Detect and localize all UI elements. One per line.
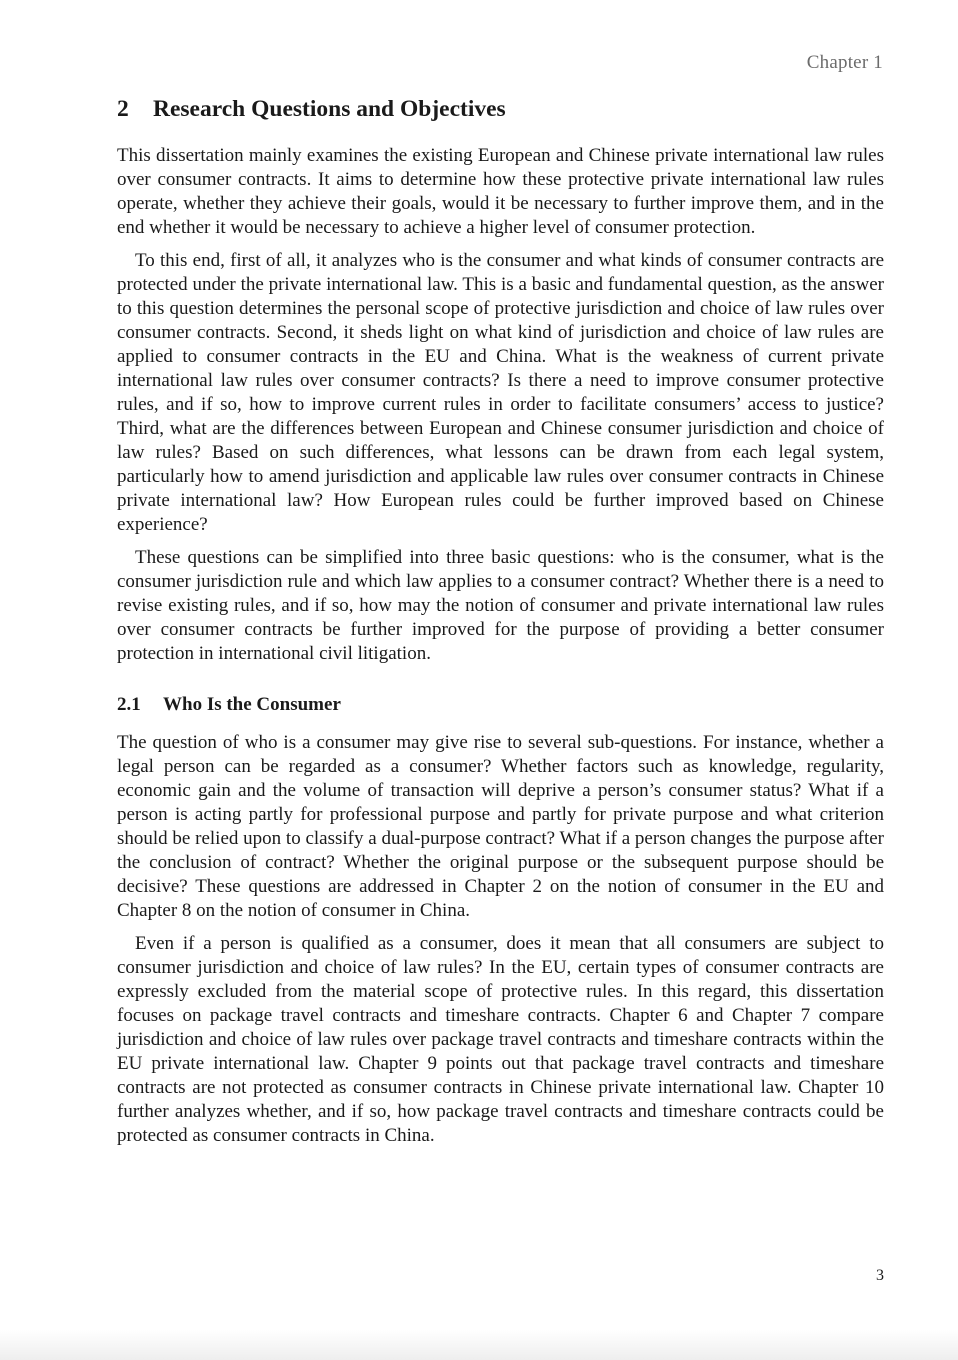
section-number: 2 <box>117 96 129 122</box>
section-heading <box>117 94 884 124</box>
subsection-number: 2.1 <box>117 694 141 715</box>
running-header: Chapter 1 <box>806 52 883 73</box>
body-paragraph: This dissertation mainly examines the existing European and Chinese private international law rules over consumer contracts. It aims to determine how these protective private international law rules operate, whether they achieve their goals, would it be necessary to further improve them, and in the end whether it would be necessary to achieve a higher level of consumer protection. <box>117 145 884 238</box>
body-paragraph: Even if a person is qualified as a consumer, does it mean that all consumers are subject to consumer jurisdiction and choice of law rules? In the EU, certain types of consumer contracts are expressly excluded from the material scope of protective rules. In this regard, this dissertation focuses on package travel contracts and timeshare contracts. Chapter 6 and Chapter 7 compare jurisdiction and choice of law rules over package travel contracts and timeshare contracts within the EU private international law. Chapter 9 points out that package travel contracts and timeshare contracts are not protected as consumer contracts in Chinese private international law. Chapter 10 further analyzes whether, and if so, how package travel contracts and timeshare contracts could be protected as consumer contracts in China. <box>117 933 884 1146</box>
body-paragraph: These questions can be simplified into three basic questions: who is the consumer, what is the consumer jurisdiction rule and which law applies to a consumer contract? Whether there is a need to revise existing rules, and if so, how may the notion of consumer and private international law rules over consumer contracts be further improved for the purpose of providing a better consumer protection in international civil litigation. <box>117 547 884 664</box>
page-content <box>117 94 884 1157</box>
page-number: 3 <box>876 1267 884 1284</box>
body-paragraph: To this end, first of all, it analyzes who is the consumer and what kinds of consumer contracts are protected under the private international law. This is a basic and fundamental question, as the answer to this question determines the personal scope of protective jurisdiction and choice of law rules over consumer contracts. Second, it sheds light on what kind of jurisdiction and choice of law rules are applied to consumer contracts in the EU and China. What is the weakness of current private international law rules over consumer contracts? Is there a need to improve consumer protective rules, and if so, how to improve current rules in order to facilitate consumers’ access to justice? Third, what are the differences between European and Chinese consumer jurisdiction and choice of law rules? Based on such differences, what lessons can be drawn from each legal system, particularly how to amend jurisdiction and applicable law rules over consumer contracts in Chinese private international law? How European rules could be further improved based on Chinese experience? <box>117 250 884 535</box>
subsection-heading <box>117 692 884 718</box>
body-paragraph: The question of who is a consumer may give rise to several sub-questions. For instance, whether a legal person can be regarded as a consumer? Whether factors such as knowledge, regularity, economic gain and the volume of transaction will deprive a person’s consumer status? What if a person is acting partly for professional purpose and partly for private purpose and what criterion should be relied upon to classify a dual-purpose contract? What if a person changes the purpose after the conclusion of contract? Whether the original purpose or the subsequent purpose should be decisive? These questions are addressed in Chapter 2 on the notion of consumer in the EU and Chapter 8 on the notion of consumer in China. <box>117 732 884 921</box>
page-bottom-edge <box>0 1330 958 1360</box>
section-title: Research Questions and Objectives <box>153 96 506 122</box>
subsection-title: Who Is the Consumer <box>163 694 341 715</box>
